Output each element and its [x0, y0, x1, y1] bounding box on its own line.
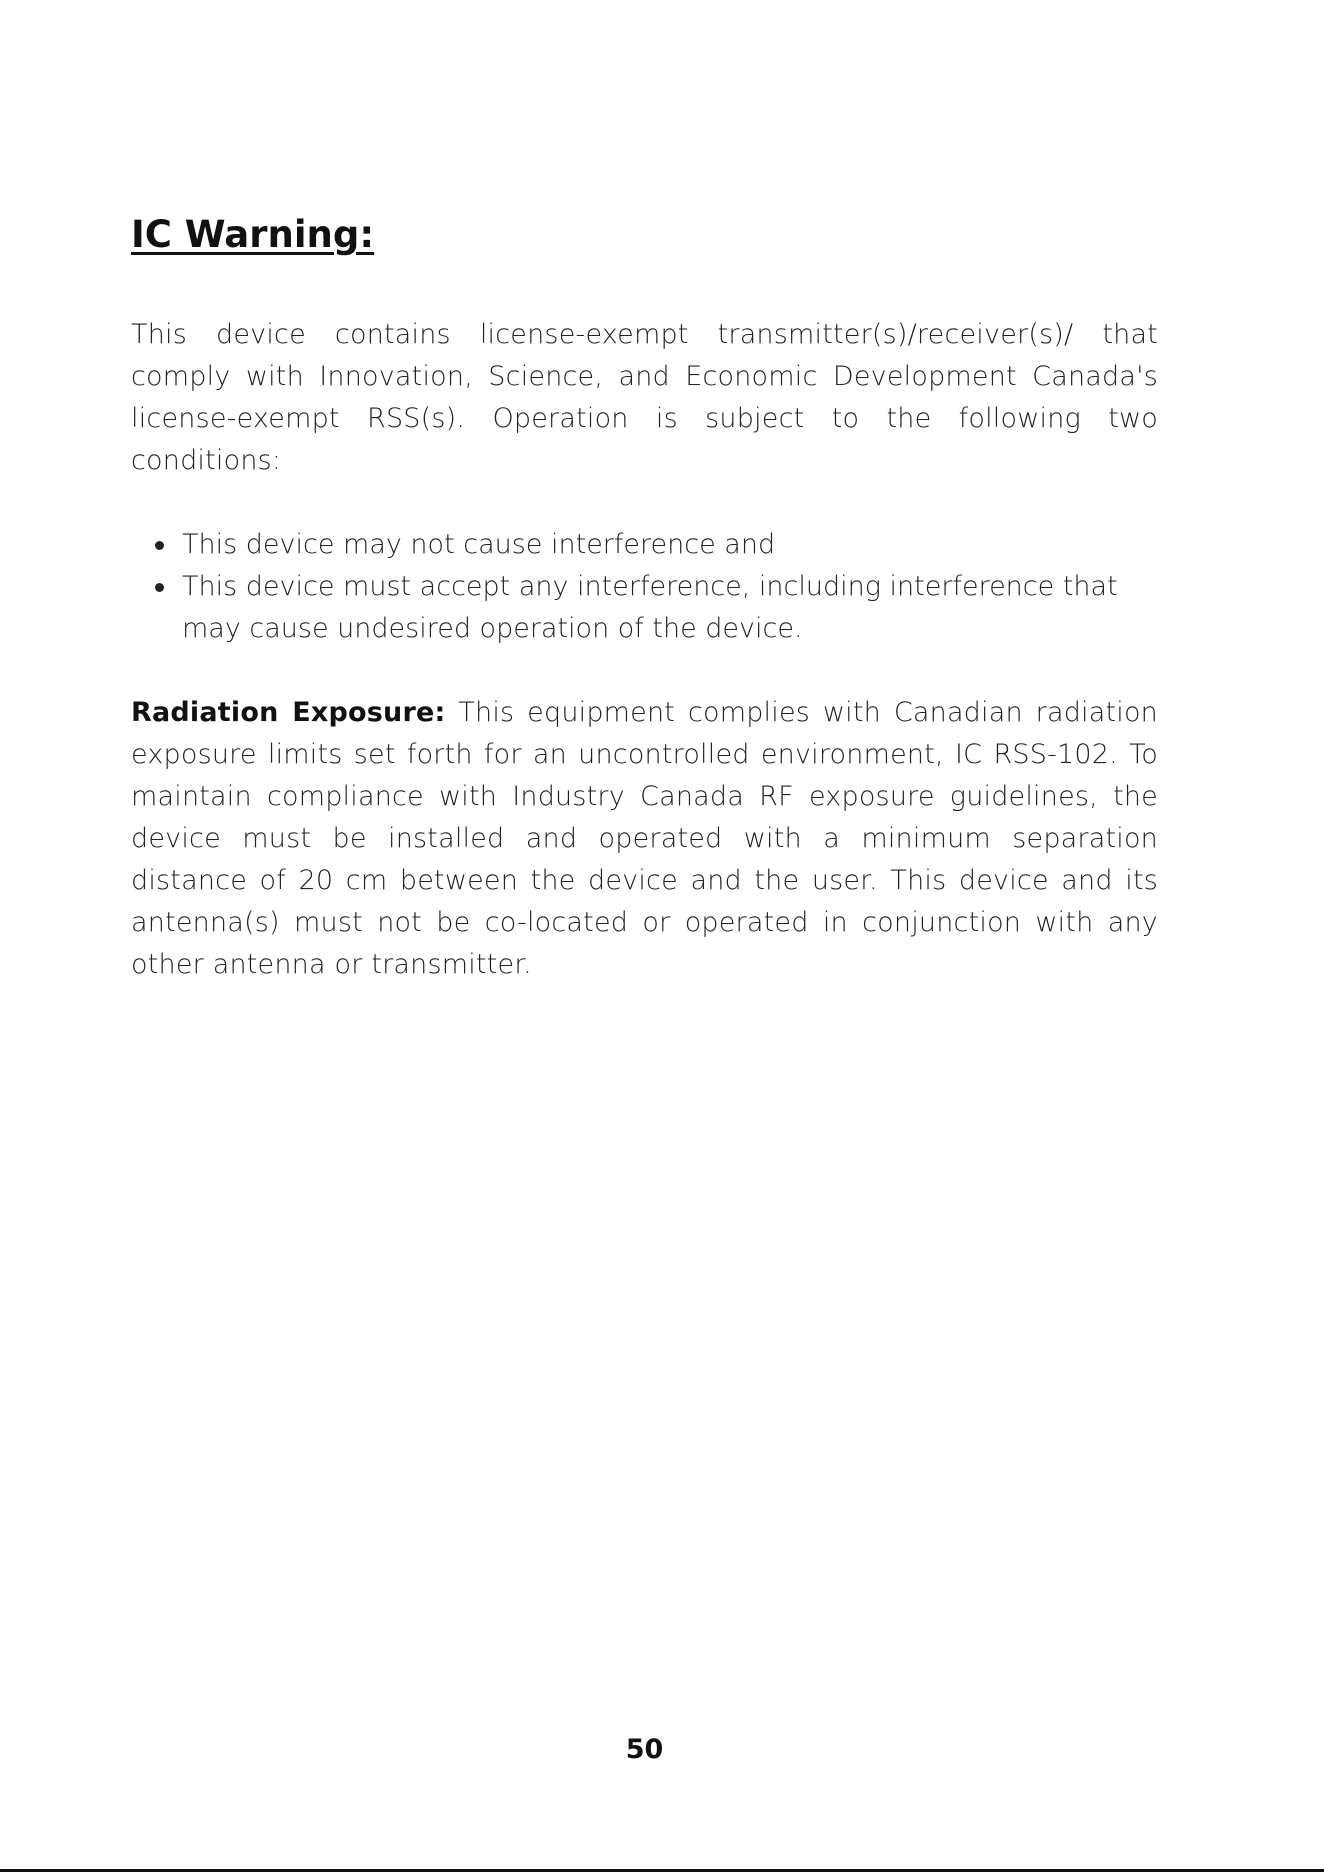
- section-heading: IC Warning:: [131, 213, 375, 256]
- intro-paragraph: This device contains license-exempt transmitter(s)/receiver(s)/ that comply with Innovation, Science, and Economic Development Canada's license-exempt RSS(s). Operation is subject to the following two conditions:: [131, 319, 1158, 476]
- radiation-exposure-paragraph: [131, 692, 1158, 986]
- page-number: 50: [625, 1734, 664, 1765]
- radiation-exposure-text: This equipment complies with Canadian radiation exposure limits set forth for an uncontrolled environment, IC RSS-102. To maintain compliance with Industry Canada RF exposure guidelines, the device must be installed and operated with a minimum separation distance of 20 cm between the device and the user. This device and its antenna(s) must not be co-located or operated in conjunction with any other antenna or transmitter.: [131, 697, 1158, 980]
- conditions-list: [131, 524, 1158, 650]
- document-page: [131, 0, 1158, 1872]
- list-item: This device must accept any interference, including interference that may cause undesired operation of the device.: [131, 566, 1158, 650]
- radiation-exposure-label: Radiation Exposure:: [131, 697, 446, 728]
- list-item: This device may not cause interference and: [131, 524, 1158, 566]
